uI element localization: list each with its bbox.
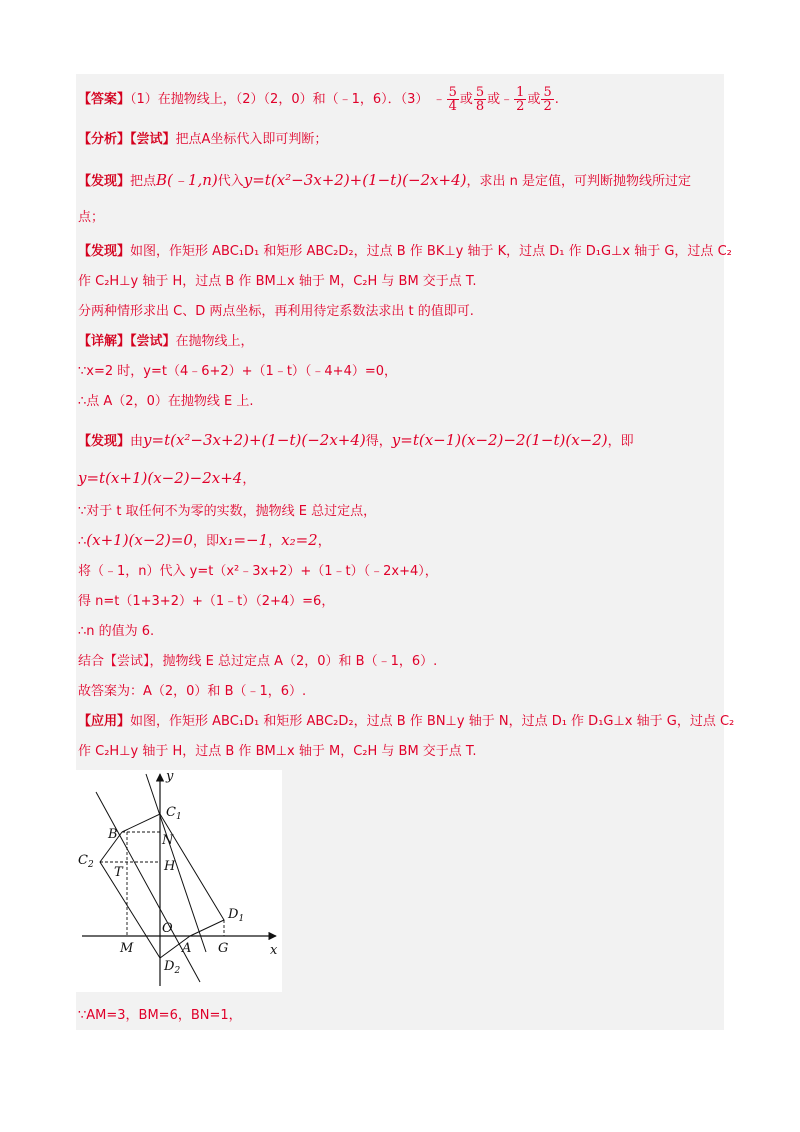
last-line: ∵AM=3，BM=6，BN=1， bbox=[78, 1008, 242, 1023]
fraction-5-4 bbox=[447, 86, 459, 113]
discover3-l5: 将（﹣1，n）代入 y=t（x²﹣3x+2）+（1﹣t）（﹣2x+4）， bbox=[78, 564, 438, 579]
discover1-line bbox=[78, 170, 722, 192]
detail-l2: ∵x=2 时，y=t（4﹣6+2）+（1﹣t）（﹣4+4）=0， bbox=[78, 364, 398, 379]
discover-tag: 【发现】 bbox=[78, 174, 131, 189]
label-d2 bbox=[163, 959, 180, 976]
denominator: 4 bbox=[448, 99, 457, 114]
text: 由 bbox=[130, 434, 144, 449]
formula: y=t(x−1)(x−2)−2(1−t)(x−2) bbox=[391, 431, 608, 449]
label-c1 bbox=[166, 805, 182, 822]
analysis-line bbox=[78, 130, 722, 150]
label-c1-main: C bbox=[166, 805, 176, 820]
discover3-l4 bbox=[78, 530, 722, 552]
discover3-line2 bbox=[78, 468, 722, 490]
apply-line2: 作 C₂H⊥y 轴于 H，过点 B 作 BM⊥x 轴于 M，C₂H 与 BM 交于点 T. bbox=[78, 744, 477, 759]
label-c1-sub: 1 bbox=[175, 812, 182, 822]
text: ， bbox=[317, 534, 331, 549]
root-x2: x₂=2 bbox=[281, 531, 318, 549]
label-d2-main: D bbox=[164, 959, 175, 974]
point-b: B(﹣1,n) bbox=[156, 171, 218, 189]
text: 如图，作矩形 ABC₁D₁ 和矩形 ABC₂D₂，过点 B 作 BN⊥y 轴于 N，过点 D₁ 作 D₁G⊥x 轴于 G，过点 C₂ bbox=[130, 714, 735, 729]
root-x1: x₁=−1 bbox=[218, 531, 269, 549]
label-d2-sub: 2 bbox=[174, 966, 181, 976]
label-y: y bbox=[166, 770, 174, 784]
try-tag: 【尝试】 bbox=[130, 132, 176, 147]
label-o: O bbox=[162, 921, 173, 936]
numerator: 1 bbox=[516, 85, 525, 100]
text: ， bbox=[242, 472, 256, 487]
numerator: 5 bbox=[448, 85, 457, 100]
label-n: N bbox=[162, 833, 174, 848]
formula: y=t(x²−3x+2)+(1−t)(−2x+4) bbox=[143, 431, 366, 449]
apply-line1 bbox=[78, 712, 735, 732]
detail-l3: ∴点 A（2，0）在抛物线 E 上. bbox=[78, 394, 254, 409]
formula: (x+1)(x−2)=0 bbox=[86, 531, 193, 549]
text: 在抛物线上， bbox=[175, 334, 254, 349]
neg-sign: ﹣ bbox=[432, 92, 446, 107]
text: 把点 bbox=[130, 174, 157, 189]
discover3-line1 bbox=[78, 430, 722, 452]
label-a: A bbox=[182, 941, 192, 956]
or-word: 或 bbox=[527, 92, 541, 107]
or-word: 或﹣ bbox=[487, 92, 514, 107]
discover2-line2: 作 C₂H⊥y 轴于 H，过点 B 作 BM⊥x 轴于 M，C₂H 与 BM 交于点 T. bbox=[78, 274, 477, 289]
text: ∴ bbox=[78, 534, 87, 549]
discover-tag: 【发现】 bbox=[78, 434, 131, 449]
fraction-1-2 bbox=[514, 86, 526, 113]
discover1-cont: 点； bbox=[78, 210, 105, 225]
try-tag: 【尝试】 bbox=[130, 334, 176, 349]
label-m: M bbox=[120, 941, 134, 956]
text: 代入 bbox=[217, 174, 244, 189]
label-g: G bbox=[218, 941, 229, 956]
or-word: 或 bbox=[459, 92, 473, 107]
text: ，即 bbox=[607, 434, 634, 449]
text: 得， bbox=[365, 434, 392, 449]
discover3-l3: ∵对于 t 取任何不为零的实数，抛物线 E 总过定点， bbox=[78, 504, 377, 519]
label-h: H bbox=[164, 859, 176, 874]
text: ，求出 n 是定值，可判断抛物线所过定 bbox=[466, 174, 691, 189]
discover2-line3: 分两种情形求出 C、D 两点坐标，再利用待定系数法求出 t 的值即可. bbox=[78, 304, 474, 319]
text: 如图，作矩形 ABC₁D₁ 和矩形 ABC₂D₂，过点 B 作 BK⊥y 轴于 K，过点 D₁ 作 D₁G⊥x 轴于 G，过点 C₂ bbox=[130, 244, 732, 259]
figure-svg bbox=[76, 770, 282, 992]
text: ， bbox=[268, 534, 282, 549]
discover-tag: 【发现】 bbox=[78, 244, 131, 259]
fraction-5-2 bbox=[541, 86, 553, 113]
discover3-l6: 得 n=t（1+3+2）+（1﹣t）（2+4）=6， bbox=[78, 594, 335, 609]
label-d1-main: D bbox=[228, 907, 239, 922]
label-t: T bbox=[114, 865, 123, 880]
fraction-5-8 bbox=[474, 86, 486, 113]
label-d1-sub: 1 bbox=[238, 914, 245, 924]
formula: y=t(x+1)(x−2)−2x+4 bbox=[78, 469, 243, 487]
label-x: x bbox=[270, 943, 278, 958]
discover3-l9: 故答案为：A（2，0）和 B（﹣1，6）. bbox=[78, 684, 307, 699]
denominator: 8 bbox=[475, 99, 485, 114]
period: . bbox=[554, 92, 559, 107]
apply-tag: 【应用】 bbox=[78, 714, 131, 729]
denominator: 2 bbox=[516, 99, 525, 114]
label-b: B bbox=[108, 827, 118, 842]
line-c1d1 bbox=[146, 774, 206, 952]
text: ，即 bbox=[192, 534, 219, 549]
analysis-text: 把点A坐标代入即可判断； bbox=[175, 132, 328, 147]
label-c2-main: C bbox=[78, 853, 88, 868]
parabola-formula: y=t(x²−3x+2)+(1−t)(−2x+4) bbox=[243, 171, 467, 189]
discover3-l8: 结合【尝试】，抛物线 E 总过定点 A（2，0）和 B（﹣1，6）. bbox=[78, 654, 438, 669]
label-c2-sub: 2 bbox=[87, 860, 94, 870]
geometry-figure bbox=[76, 770, 282, 992]
answer-line bbox=[78, 86, 722, 113]
discover3-l7: ∴n 的值为 6. bbox=[78, 624, 155, 639]
label-d1 bbox=[227, 907, 244, 924]
answer-tag: 【答案】 bbox=[78, 92, 131, 107]
detail-line bbox=[78, 332, 722, 352]
analysis-tag: 【分析】 bbox=[78, 132, 131, 147]
numerator: 5 bbox=[475, 85, 485, 100]
numerator: 5 bbox=[543, 85, 552, 100]
discover2-line1 bbox=[78, 242, 732, 262]
answer-text: （1）在抛物线上，（2）（2，0）和（﹣1，6）．（3） bbox=[130, 92, 429, 107]
label-c2 bbox=[78, 853, 94, 870]
denominator: 2 bbox=[543, 99, 552, 114]
detail-tag: 【详解】 bbox=[78, 334, 131, 349]
